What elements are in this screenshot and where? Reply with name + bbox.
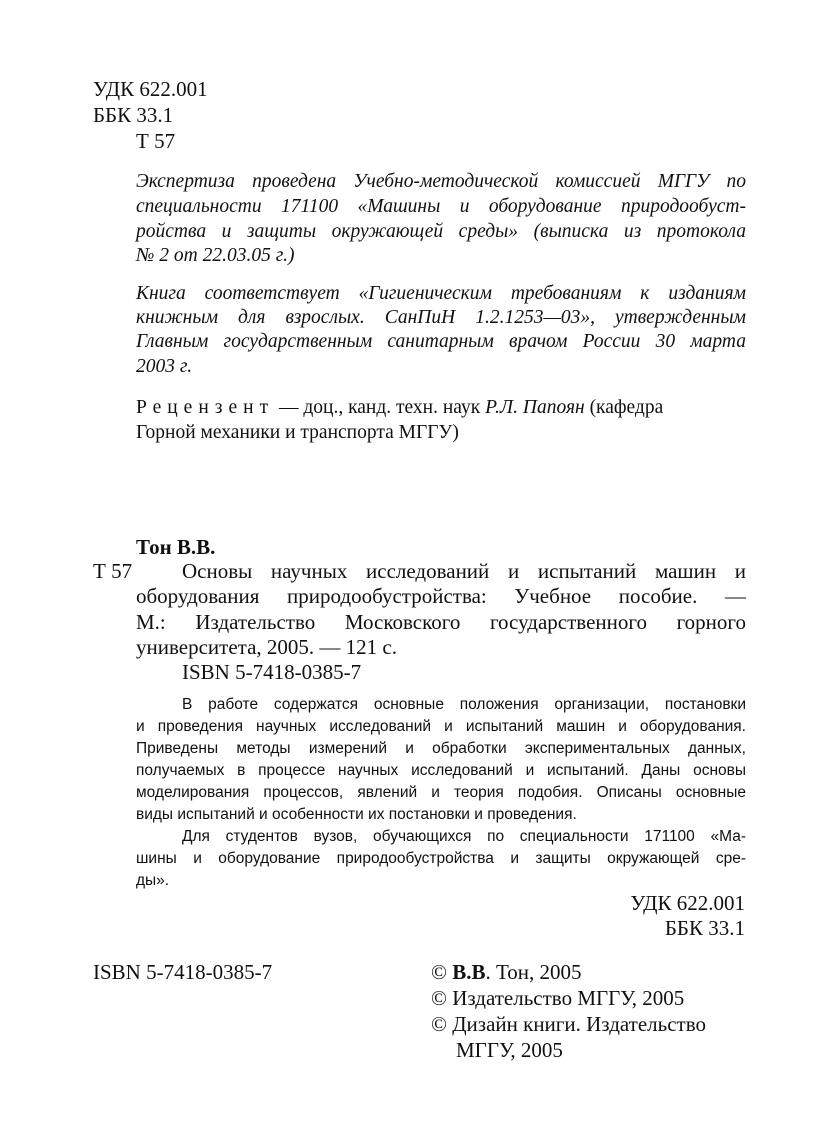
reviewer-name: Р.Л. Папоян xyxy=(485,397,585,418)
header-bbk: ББК 33.1 xyxy=(93,103,174,127)
copyright-design: © Дизайн книги. Издательство xyxy=(431,1012,707,1036)
classification-bbk: ББК 33.1 xyxy=(664,916,745,940)
catalog-title-line: Основы научных исследований и испытаний машин и xyxy=(182,559,746,583)
reviewer-line xyxy=(136,397,663,419)
reviewer-credentials: — доц., канд. техн. наук xyxy=(274,397,486,418)
catalog-title-line: оборудования природообустройства: Учебное пособие. — xyxy=(136,584,746,608)
catalog-isbn: ISBN 5-7418-0385-7 xyxy=(182,660,362,684)
hygiene-line: 2003 г. xyxy=(136,356,193,377)
header-code: Т 57 xyxy=(136,129,176,153)
abstract-line: виды испытаний и особенности их постановки и проведения. xyxy=(136,806,577,823)
catalog-code: Т 57 xyxy=(93,559,133,583)
copyright-author-rest: . Тон, 2005 xyxy=(485,960,582,984)
hygiene-line: Главным государственным санитарным врачом России 30 марта xyxy=(136,331,746,352)
expertise-line: специальности 171100 «Машины и оборудование природообуст- xyxy=(136,196,746,217)
catalog-title-line: университета, 2005. — 121 с. xyxy=(136,635,397,659)
audience-line: ды». xyxy=(136,872,170,889)
expertise-line: ройства и защиты окружающей среды» (выписка из протокола xyxy=(136,221,746,242)
catalog-title-line: М.: Издательство Московского государственного горного xyxy=(136,610,746,634)
abstract-line: Приведены методы измерений и обработки экспериментальных данных, xyxy=(136,740,746,757)
catalog-author: Тон В.В. xyxy=(136,535,216,559)
classification-udk: УДК 622.001 xyxy=(630,891,745,915)
hygiene-line: книжным для взрослых. СанПиН 1.2.1253—03», утвержденным xyxy=(136,307,746,328)
hygiene-line: Книга соответствует «Гигиеническим требованиям к изданиям xyxy=(136,283,746,304)
abstract-line: В работе содержатся основные положения организации, постановки xyxy=(182,696,746,713)
copyright-design-continued: МГГУ, 2005 xyxy=(456,1038,563,1062)
audience-line: Для студентов вузов, обучающихся по специальности 171100 «Ма- xyxy=(182,828,746,845)
abstract-line: получаемых в процессе научных исследований и испытаний. Даны основы xyxy=(136,762,746,779)
header-udk: УДК 622.001 xyxy=(93,77,208,101)
reviewer-affiliation: (кафедра xyxy=(584,397,664,418)
abstract-line: моделирования процессов, явлений и теория подобия. Описаны основные xyxy=(136,784,746,801)
abstract-line: и проведения научных исследований и испытаний машин и оборудования. xyxy=(136,718,746,735)
copyright-symbol: © xyxy=(431,960,453,984)
audience-line: шины и оборудование природообустройства и защиты окружающей сре- xyxy=(136,850,746,867)
copyright-author-initials: В.В xyxy=(452,960,486,984)
copyright-publisher: © Издательство МГГУ, 2005 xyxy=(431,986,685,1010)
expertise-line: № 2 от 22.03.05 г.) xyxy=(136,245,295,266)
reviewer-line-2: Горной механики и транспорта МГГУ) xyxy=(136,422,459,443)
reviewer-label: Рецензент xyxy=(136,397,275,418)
expertise-line: Экспертиза проведена Учебно-методической комиссией МГГУ по xyxy=(136,171,746,192)
footer-isbn: ISBN 5-7418-0385-7 xyxy=(93,960,273,984)
copyright-author xyxy=(431,960,581,985)
